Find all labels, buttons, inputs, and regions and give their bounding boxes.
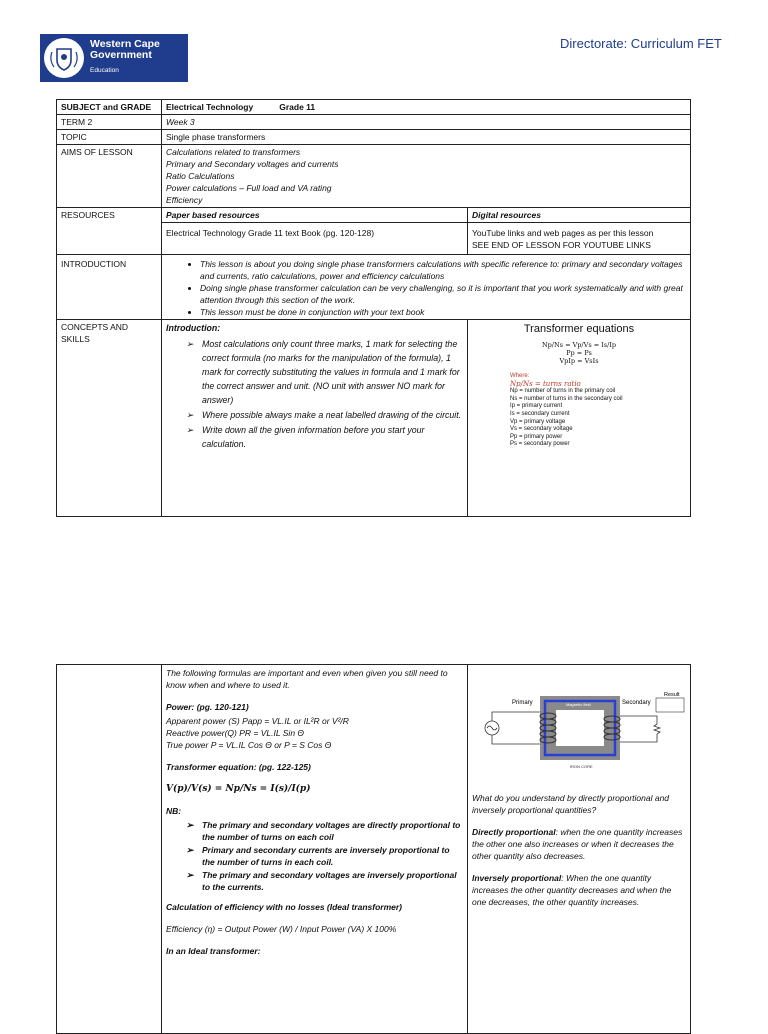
intro-bullet: • This lesson must be done in conjunction with your text book — [200, 306, 686, 318]
resources-row — [57, 208, 691, 223]
aims-list — [162, 145, 691, 208]
coat-of-arms-icon — [44, 38, 84, 78]
equation-definitions: Where: Np/Ns = turns ratio Np = number of turns in the primary coil Ns = number of turns in the secondary coil Ip = primary current Is = secondary current Vp = primary voltage Vs = secondary voltage Pp = primary power Ps = secondary power — [510, 373, 686, 449]
intro-bullet: • Doing single phase transformer calculation can be very challenging, so it is important that you work systematically and with great attention through this section of the work. — [200, 282, 686, 306]
term-label: TERM 2 — [57, 115, 162, 130]
aim-item: Primary and Secondary voltages and currents — [166, 159, 339, 169]
digital-resources-value: YouTube links and web pages as per this lesson SEE END OF LESSON FOR YOUTUBE LINKS — [468, 223, 691, 255]
proportionality-question: What do you understand by directly proportional and inversely proportional quantities? — [472, 793, 670, 815]
digital-resources-heading: Digital resources — [468, 208, 691, 223]
lesson-plan-table — [56, 99, 691, 517]
transformer-heading: Transformer equation: (pg. 122-125) — [166, 762, 311, 772]
equation-vi: VpIp = VsIs — [559, 357, 599, 365]
primary-label: Primary — [512, 700, 533, 706]
concepts-row — [57, 320, 691, 517]
equations-title: Transformer equations — [523, 323, 635, 335]
introduction-row — [57, 255, 691, 320]
equations-block — [472, 341, 686, 365]
resources-label: RESOURCES — [57, 208, 162, 255]
iron-core-label: IRON CORE — [570, 764, 593, 769]
transformer-equations-panel — [468, 320, 691, 517]
topic-label: TOPIC — [57, 130, 162, 145]
efficiency-heading: Calculation of efficiency with no losses (Ideal transformer) — [166, 902, 403, 912]
aim-item: Efficiency — [166, 195, 203, 205]
power-heading: Power: (pg. 120-121) — [166, 702, 249, 712]
empty-label-cell — [57, 665, 162, 1034]
reactive-power: Reactive power(Q) PR = VL.IL Sin Θ — [166, 728, 305, 738]
introduction-content — [162, 255, 691, 320]
definition-item: Ns = number of turns in the secondary coil — [510, 395, 623, 402]
topic-value: Single phase transformers — [162, 130, 691, 145]
term-row — [57, 115, 691, 130]
definition-item: Ip = primary current — [510, 403, 563, 410]
paper-resources-value: Electrical Technology Grade 11 text Book (pg. 120-128) — [162, 223, 468, 255]
equation-power: Pp = Ps — [566, 349, 592, 357]
transformer-diagram — [472, 686, 686, 786]
definition-item: Vs = secondary voltage — [510, 426, 573, 433]
concept-point: ➢ Most calculations only count three marks, 1 mark for selecting the correct formula (no marks for the manipulation of the formula), 1 mark for correctly substituting the values in formula and 1 mark for the correct answer and unit. (NO unit with answer NO mark for answer) — [202, 337, 463, 407]
introduction-heading: Introduction: — [166, 323, 221, 333]
concept-point: ➢ Write down all the given information before you start your calculation. — [202, 423, 463, 451]
secondary-label: Secondary — [622, 700, 651, 706]
load-resistor-icon — [654, 724, 660, 734]
definition-item: Np = number of turns in the primary coil — [510, 388, 616, 395]
inverse-proportional-definition: Inversely proportional: When the one quantity increases the other quantity decreases and when the one decreases, the other quantity increases. — [472, 873, 672, 907]
nb-point: ➢ Primary and secondary currents are inversely proportional to the number of turns in each coil. — [202, 844, 463, 868]
intro-bullet: • This lesson is about you doing single phase transformers calculations with specific reference to: primary and secondary voltages and currents, ratio calculations, power and efficiency calculations — [200, 258, 686, 282]
equation-ratio: Np/Ns = Vp/Vs = Is/Ip — [541, 341, 617, 349]
formulas-row — [57, 665, 691, 1034]
svg-text:Magnetic field: Magnetic field — [566, 702, 591, 707]
transformer-circuit-diagram — [472, 686, 686, 778]
formulas-content — [162, 665, 468, 1034]
aims-label: AIMS OF LESSON — [57, 145, 162, 208]
concepts-content — [162, 320, 468, 517]
aim-item: Power calculations – Full load and VA rating — [166, 183, 332, 193]
subject-label: SUBJECT and GRADE — [57, 100, 162, 115]
term-value: Week 3 — [162, 115, 691, 130]
efficiency-equation: Efficiency (η) = Output Power (W) / Input Power (VA) X 100% — [166, 924, 397, 934]
definition-item: Vp = primary voltage — [510, 418, 566, 425]
concepts-label: CONCEPTS AND SKILLS — [57, 320, 162, 517]
directorate-title: Directorate: Curriculum FET — [560, 36, 722, 51]
concept-point: ➢ Where possible always make a neat labelled drawing of the circuit. — [202, 408, 463, 422]
nb-point: ➢ The primary and secondary voltages are inversely proportional to the currents. — [202, 869, 463, 893]
government-logo — [40, 34, 188, 82]
formulas-intro: The following formulas are important and even when given you still need to know when and where to used it. — [166, 668, 448, 690]
nb-label: NB: — [166, 806, 182, 816]
topic-row — [57, 130, 691, 145]
definition-item: Ps = secondary power — [510, 441, 570, 448]
true-power: True power P = VL.IL Cos Θ or P = S Cos Θ — [166, 740, 332, 750]
subject-row — [57, 100, 691, 115]
result-label: Result — [664, 692, 680, 698]
direct-proportional-definition: Directly proportional: when the one quantity increases the other one also increases or when it decreases the other quantity also decreases. — [472, 827, 683, 861]
definition-item: Pp = primary power — [510, 433, 563, 440]
definition-item: Is = secondary current — [510, 410, 570, 417]
formulas-table — [56, 664, 691, 1034]
org-name: Western Cape Government — [90, 38, 160, 61]
aims-row — [57, 145, 691, 208]
nb-point: ➢ The primary and secondary voltages are directly proportional to the number of turns on each coil — [202, 819, 463, 843]
paper-resources-heading: Paper based resources — [162, 208, 468, 223]
aim-item: Ratio Calculations — [166, 171, 235, 181]
aim-item: Calculations related to transformers — [166, 147, 301, 157]
proportionality-panel — [468, 665, 691, 1034]
ideal-heading: In an Ideal transformer: — [166, 946, 261, 956]
apparent-power: Apparent power (S) Papp = VL.IL or IL²R or V²/R — [166, 716, 349, 726]
org-subtitle: Education — [90, 67, 119, 74]
subject-value: Electrical Technology Grade 11 — [162, 100, 691, 115]
introduction-label: INTRODUCTION — [57, 255, 162, 320]
transformer-equation: V(p)/V(s) = Np/Ns = I(s)/I(p) — [166, 784, 311, 794]
